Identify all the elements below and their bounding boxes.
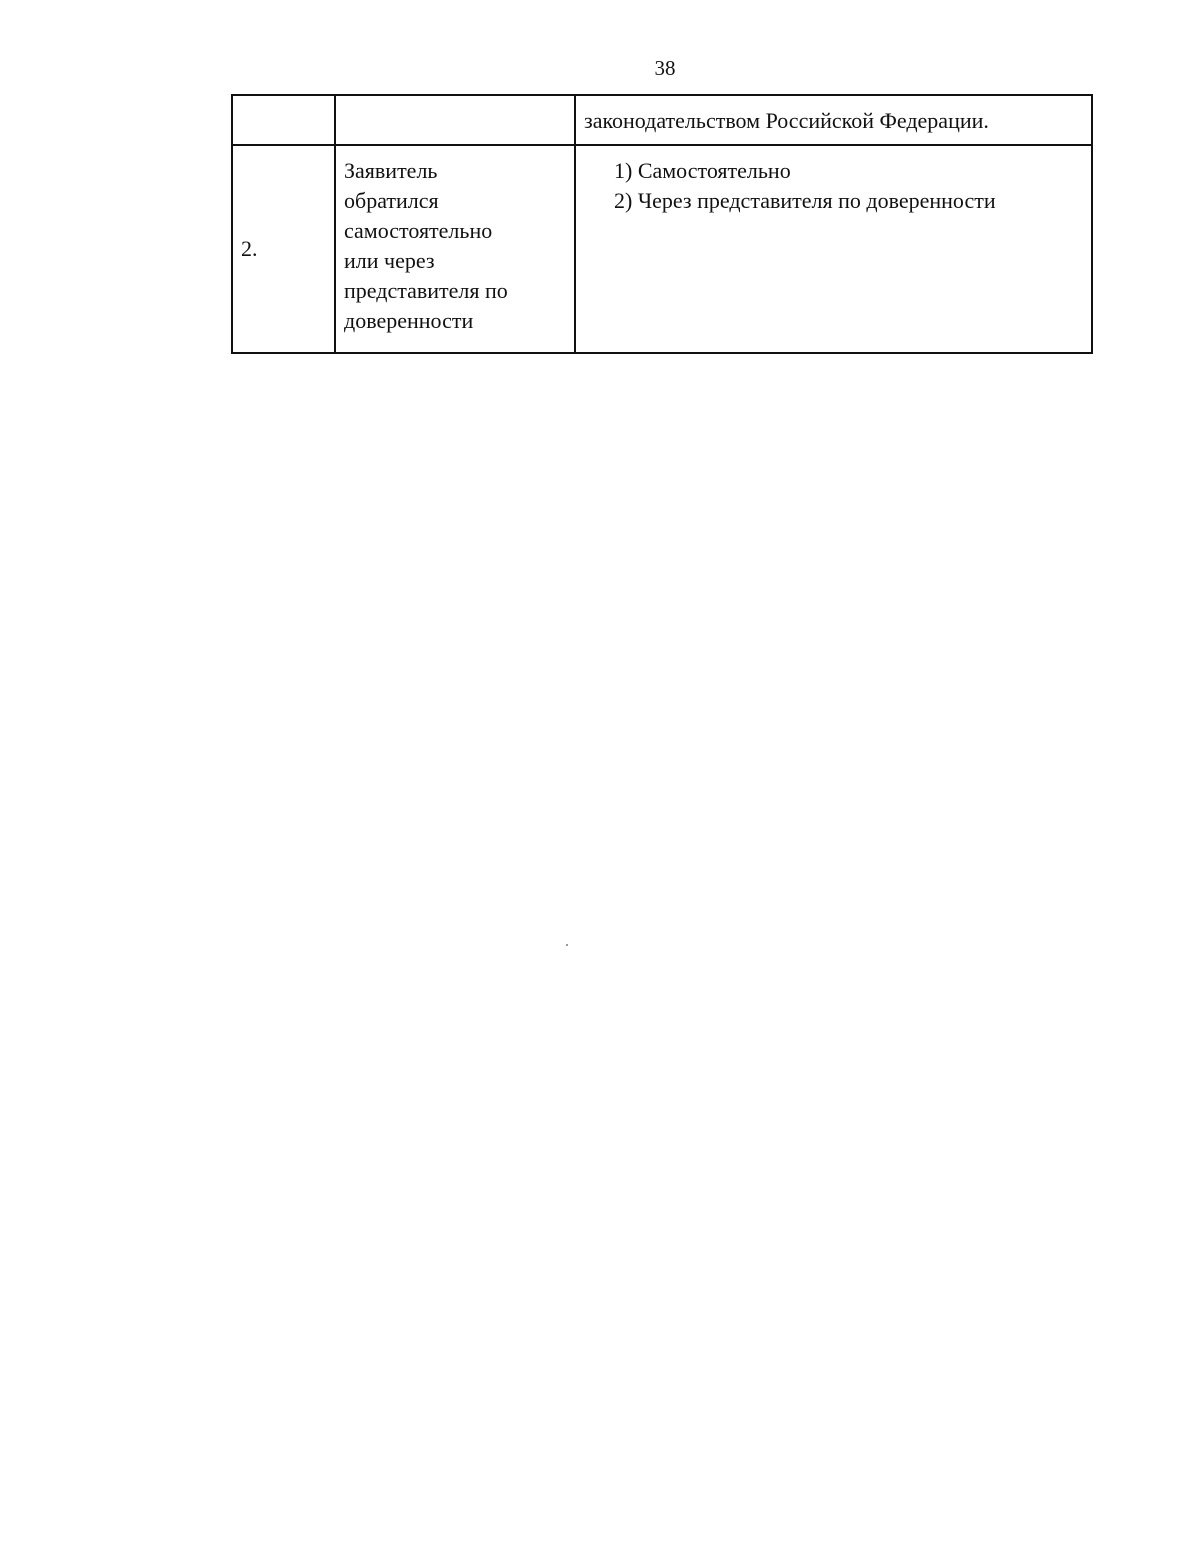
condition-line: обратился [344, 188, 439, 213]
condition-cell [335, 145, 575, 353]
condition-line: самостоятельно [344, 218, 493, 243]
condition-line: Заявитель [344, 158, 438, 183]
continued-text: законодательством Российской Федерации. [584, 108, 989, 133]
options-list [584, 146, 1083, 216]
table-row [232, 145, 1092, 353]
document-table [231, 94, 1093, 354]
row-number-cell [232, 95, 335, 145]
option-item: 1) Самостоятельно [614, 158, 791, 183]
table-row [232, 95, 1092, 145]
condition-line: доверенности [344, 308, 474, 333]
row-number-cell: 2. [232, 145, 335, 353]
page-number: 38 [654, 56, 676, 80]
condition-line: или через [344, 248, 435, 273]
condition-line: представителя по [344, 278, 508, 303]
option-item: 2) Через представителя по доверенности [614, 188, 996, 213]
options-cell [575, 95, 1092, 145]
scan-speck [566, 944, 568, 946]
options-cell [575, 145, 1092, 353]
condition-cell [335, 95, 575, 145]
